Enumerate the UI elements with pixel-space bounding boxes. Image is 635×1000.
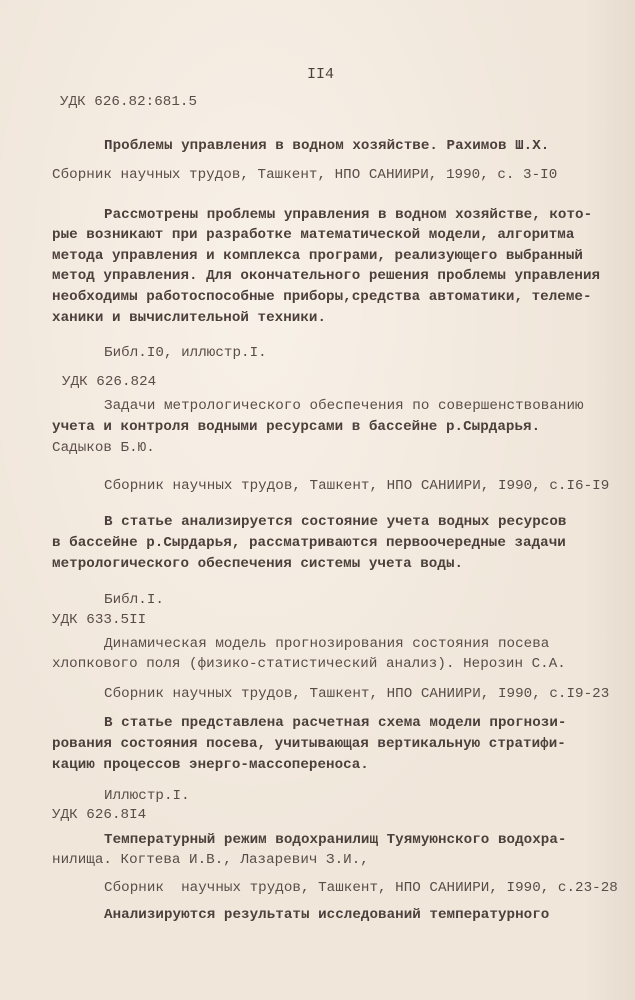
bibliography-note: Библ.I.	[104, 592, 164, 608]
udk-code: УДК 633.5II	[52, 612, 147, 628]
abstract-line: В статье представлена расчетная схема модели прогнози-	[104, 715, 567, 731]
source-citation: Сборник научных трудов, Ташкент, НПО САНИИРИ, I990, с.23-28	[104, 880, 618, 896]
abstract-line: рования состояния посева, учитывающая вертикальную стратифи-	[52, 736, 566, 752]
entry-title: учета и контроля водными ресурсами в бассейне р.Сырдарья.	[52, 419, 541, 435]
entry-title: хлопкового поля (физико-статистический анализ). Нерозин С.А.	[52, 656, 566, 672]
udk-code: УДК 626.8I4	[52, 807, 147, 823]
abstract-line: кацию процессов энерго-массопереноса.	[52, 757, 369, 773]
source-citation: Сборник научных трудов, Ташкент, НПО САНИИРИ, I990, с.I6-I9	[104, 478, 610, 494]
bibliography-note: Библ.I0, иллюстр.I.	[104, 345, 267, 361]
page-number: II4	[307, 66, 335, 83]
abstract-line: метод управления. Для окончательного решения проблемы управления	[52, 268, 601, 284]
source-citation: Сборник научных трудов, Ташкент, НПО САНИИРИ, I990, с.I9-23	[104, 686, 610, 702]
entry-authors: Садыков Б.Ю.	[52, 440, 155, 456]
udk-code: УДК 626.824	[62, 374, 157, 390]
udk-code: УДК 626.82:681.5	[60, 94, 198, 110]
source-citation: Сборник научных трудов, Ташкент, НПО САНИИРИ, 1990, с. 3-I0	[52, 167, 558, 183]
entry-title: Динамическая модель прогнозирования состояния посева	[104, 636, 550, 652]
illustration-note: Иллюстр.I.	[104, 788, 190, 804]
entry-title: Проблемы управления в водном хозяйстве. Рахимов Ш.Х.	[104, 138, 550, 154]
abstract-line: рые возникают при разработке математической модели, алгоритма	[52, 227, 575, 243]
abstract-line: В статье анализируется состояние учета водных ресурсов	[104, 514, 567, 530]
entry-title: нилища. Когтева И.В., Лазаревич З.И.,	[52, 852, 369, 868]
abstract-line: в бассейне р.Сырдарья, рассматриваются первоочередные задачи	[52, 535, 566, 551]
abstract-line: ханики и вычислительной техники.	[52, 310, 327, 326]
abstract-line: необходимы работоспособные приборы,средства автоматики, телеме-	[52, 289, 592, 305]
abstract-line: Анализируются результаты исследований температурного	[104, 907, 550, 923]
entry-title: Задачи метрологического обеспечения по совершенствованию	[104, 398, 584, 414]
abstract-line: метода управления и комплекса програми, реализующего выбранный	[52, 248, 583, 264]
entry-title: Температурный режим водохранилищ Туямуюнского водохра-	[104, 832, 567, 848]
abstract-line: метрологического обеспечения системы учета воды.	[52, 556, 464, 572]
abstract-line: Рассмотрены проблемы управления в водном хозяйстве, кото-	[104, 207, 593, 223]
